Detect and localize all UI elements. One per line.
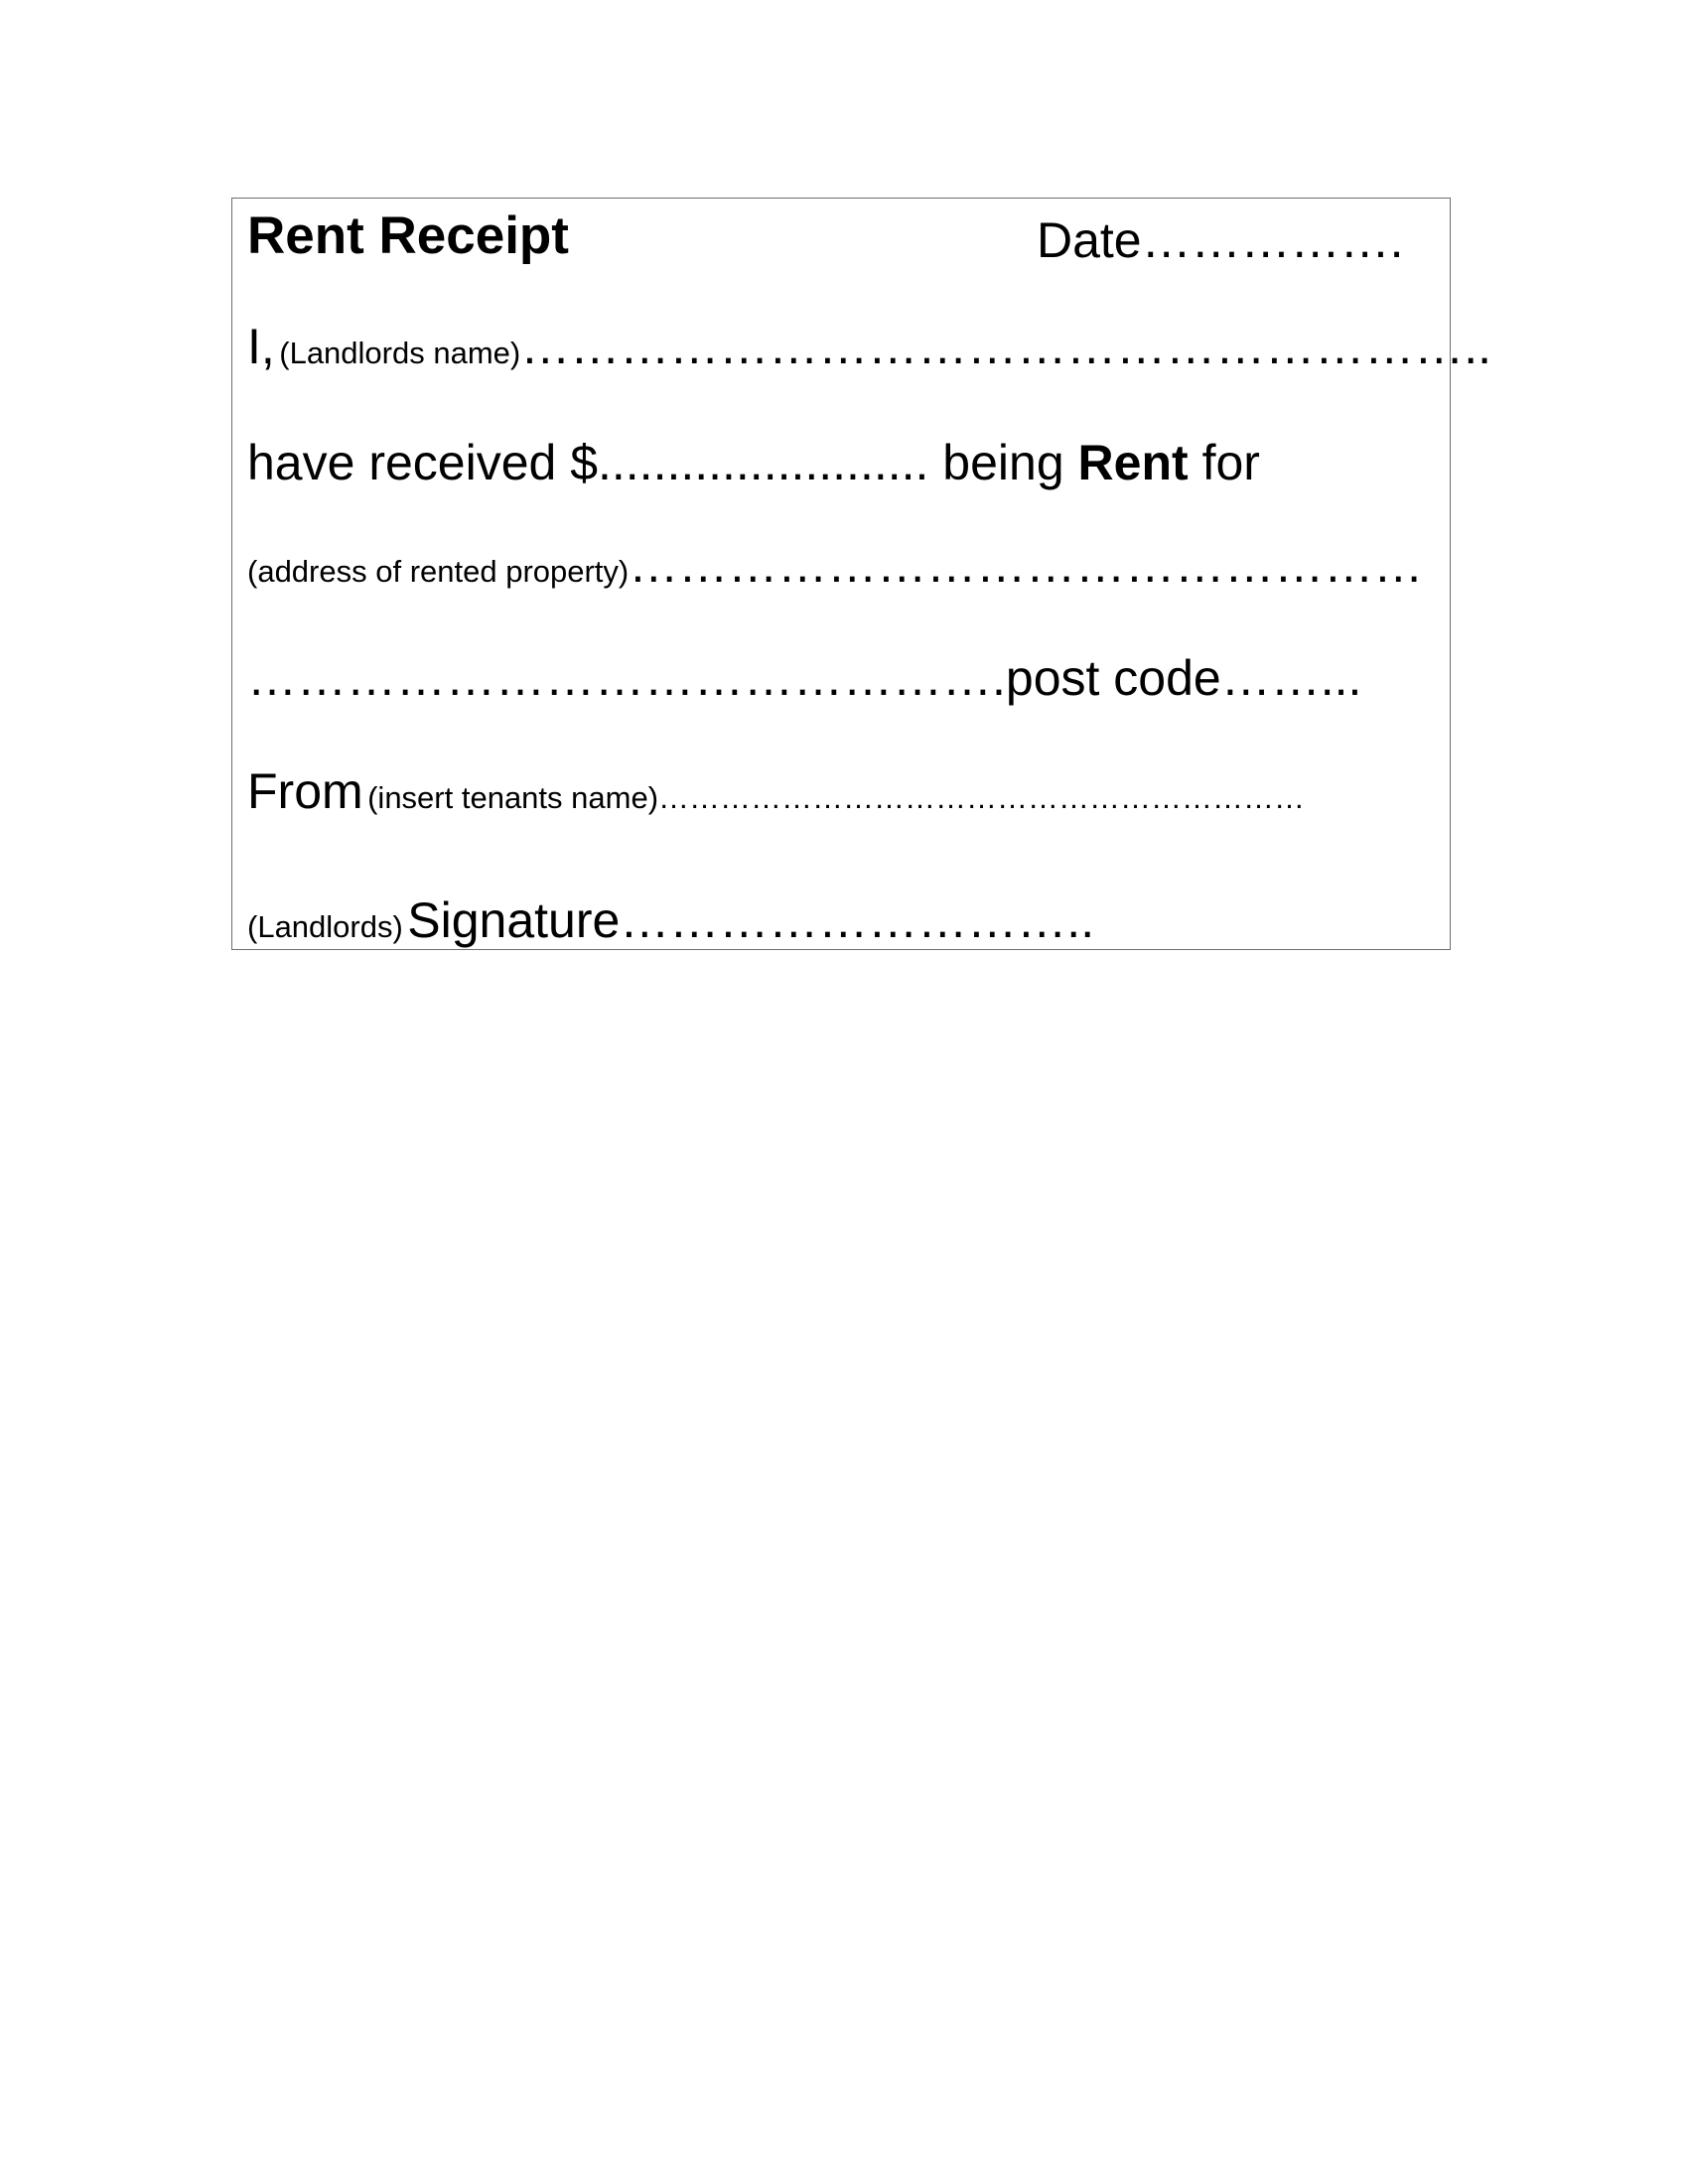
signature-line (247, 892, 1095, 948)
rent-word: Rent (1077, 435, 1189, 490)
rent-receipt-form (231, 198, 1492, 950)
landlord-name-line (247, 319, 1492, 374)
tenant-name-hint: (insert tenants name) (367, 780, 659, 815)
landlord-prefix: I, (247, 319, 275, 374)
postcode-line (247, 650, 1362, 706)
amount-received-line (247, 435, 1260, 490)
address-hint: (address of rented property) (247, 554, 630, 589)
for-word: for (1201, 435, 1260, 490)
postcode-field: post code……... (1005, 650, 1362, 706)
landlord-name-hint: (Landlords name) (279, 336, 521, 370)
tenant-name-line (247, 763, 1306, 819)
receipt-title: Rent Receipt (247, 206, 569, 265)
from-word: From (247, 763, 363, 819)
amount-received-text: have received $........................ being (247, 435, 1064, 490)
signature-field: Signature……………………….. (407, 892, 1095, 948)
address-blank: ………………………………………… (629, 537, 1424, 593)
landlord-name-blank: ………………………………………………….. (520, 319, 1492, 374)
tenant-name-blank: ……………………………………………………… (658, 780, 1306, 815)
address-line (247, 537, 1424, 593)
date-field: Date……………. (1037, 212, 1404, 268)
signature-hint: (Landlords) (247, 909, 403, 944)
address-continuation-blank: ………………………………………. (247, 650, 1006, 706)
